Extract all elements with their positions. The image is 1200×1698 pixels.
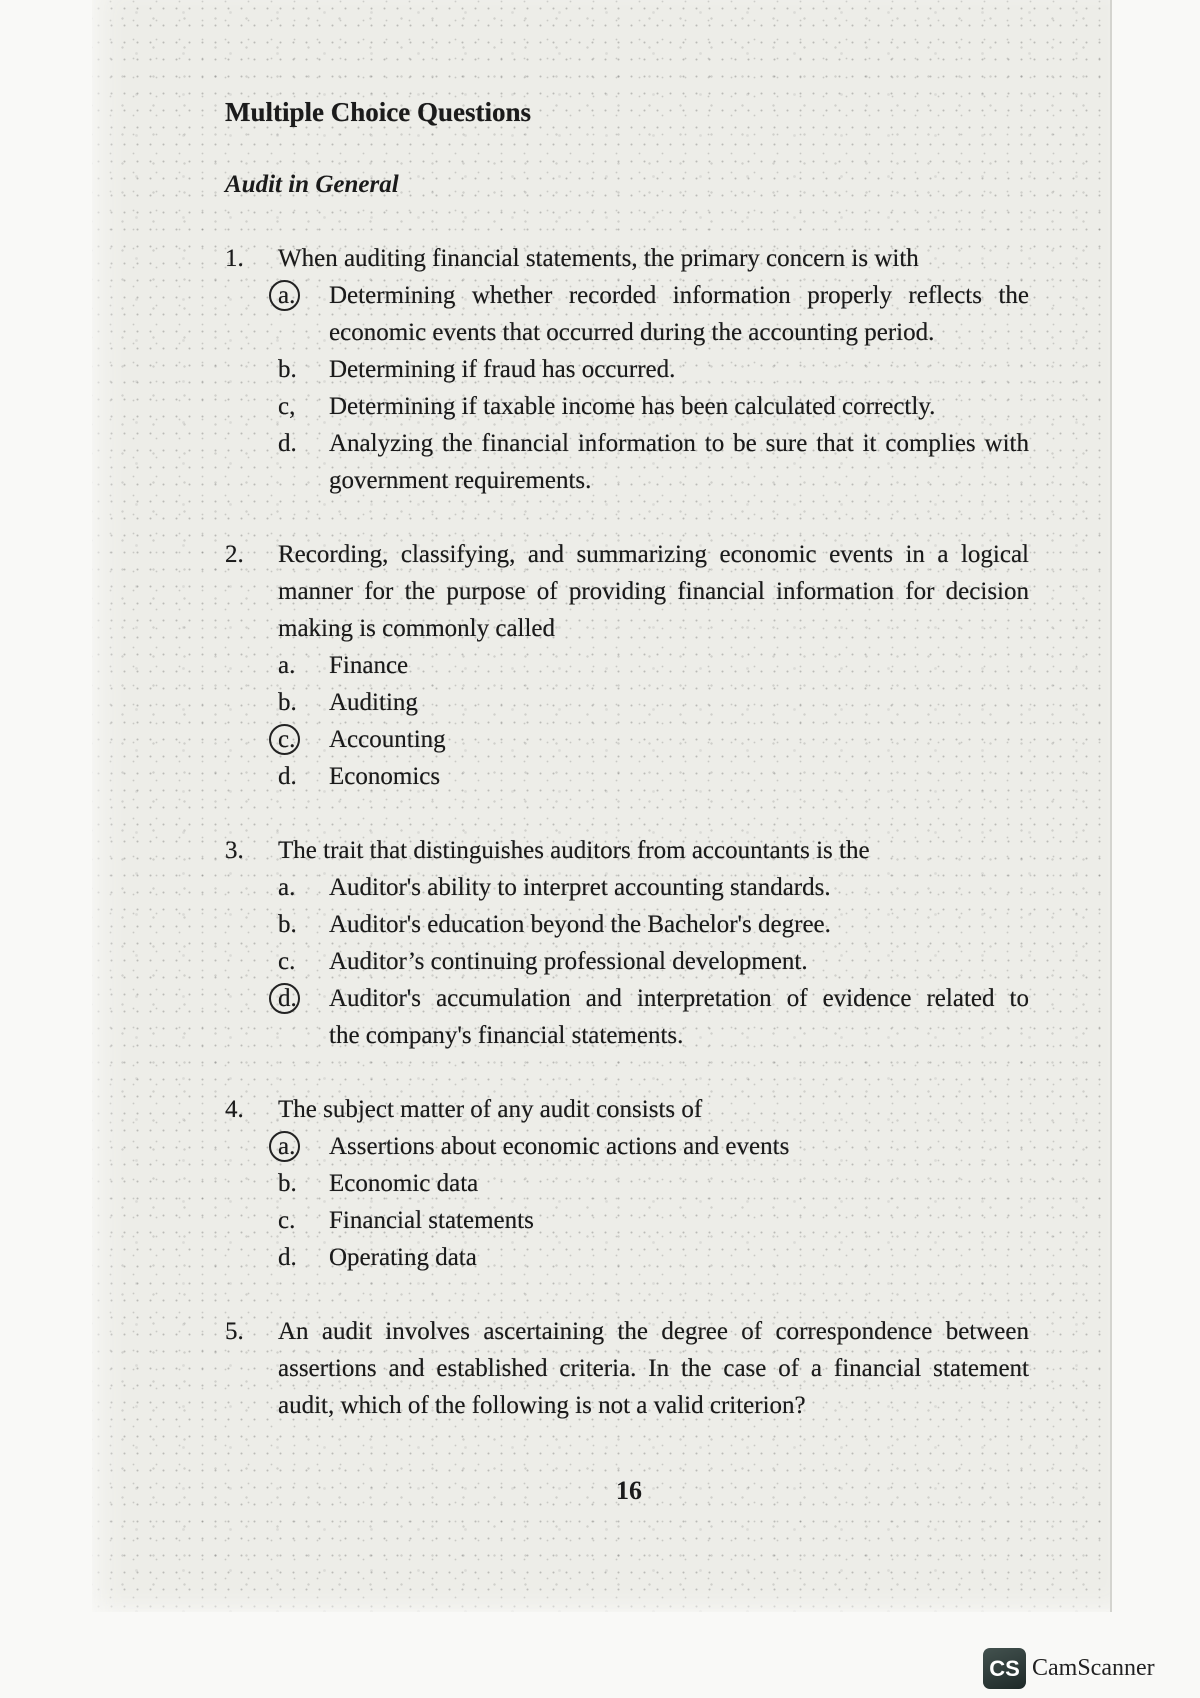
option-letter: a.: [278, 874, 296, 901]
option-a: [278, 647, 1029, 684]
option-label: [278, 425, 329, 499]
option-c: [278, 1202, 1029, 1239]
option-letter: b.: [278, 689, 297, 716]
option-letter: a.: [278, 282, 296, 309]
stem-line: manner for the purpose of providing financial information for decision: [278, 578, 1029, 605]
section-subheading: Audit in General: [225, 171, 399, 198]
option-a: [278, 869, 1029, 906]
answer-circle-mark: [269, 280, 300, 311]
option-b: [278, 351, 1029, 388]
page-number: 16: [616, 1476, 642, 1505]
option-text: [329, 943, 1029, 980]
question-number: 5.: [225, 1318, 244, 1345]
option-letter: c.: [278, 726, 296, 753]
question-stem: [278, 1091, 1029, 1128]
question-body: [278, 1313, 1029, 1424]
option-line: Auditor's education beyond the Bachelor's degree.: [329, 911, 831, 938]
option-line: Operating data: [329, 1244, 477, 1271]
camscanner-logo-icon: CS: [983, 1648, 1026, 1689]
option-line: Determining whether recorded information properly reflects the: [329, 282, 1029, 309]
option-c: [278, 721, 1029, 758]
option-b: [278, 906, 1029, 943]
option-line: Economics: [329, 763, 441, 790]
option-text: [329, 647, 1029, 684]
option-c: [278, 943, 1029, 980]
question-5: [225, 1313, 1029, 1424]
question-4: [225, 1091, 1029, 1276]
answer-circle-mark: [269, 983, 300, 1014]
option-line: Financial statements: [329, 1207, 534, 1234]
option-label: [278, 721, 329, 758]
option-line: government requirements.: [329, 467, 592, 494]
option-label: [278, 758, 329, 795]
option-text: [329, 1239, 1029, 1276]
question-1: [225, 240, 1029, 499]
option-line: Auditor's accumulation and interpretation of evidence related to: [329, 985, 1029, 1012]
option-text: [329, 869, 1029, 906]
stem-line: Recording, classifying, and summarizing economic events in a logical: [278, 541, 1029, 568]
option-letter: d.: [278, 1244, 297, 1271]
option-line: Determining if taxable income has been calculated correctly.: [329, 393, 936, 420]
camscanner-brand-text: CamScanner: [1032, 1655, 1155, 1681]
option-label: [278, 980, 329, 1054]
option-d: [278, 980, 1029, 1054]
option-text: [329, 906, 1029, 943]
option-letter: d.: [278, 430, 297, 457]
option-c: [278, 388, 1029, 425]
option-text: [329, 721, 1029, 758]
question-number: 4.: [225, 1096, 244, 1123]
question-stem: [278, 536, 1029, 647]
option-letter: c,: [278, 393, 296, 420]
option-label: [278, 1202, 329, 1239]
option-label: [278, 647, 329, 684]
question-body: [278, 1091, 1029, 1276]
option-line: Economic data: [329, 1170, 479, 1197]
stem-line: The subject matter of any audit consists of: [278, 1096, 703, 1123]
option-line: Determining if fraud has occurred.: [329, 356, 676, 383]
option-letter: c.: [278, 1207, 296, 1234]
option-line: Accounting: [329, 726, 446, 753]
option-letter: d.: [278, 985, 297, 1012]
option-line: economic events that occurred during the accounting period.: [329, 319, 935, 346]
question-3: [225, 832, 1029, 1054]
option-d: [278, 758, 1029, 795]
option-text: [329, 1128, 1029, 1165]
question-stem: [278, 240, 1029, 277]
option-letter: b.: [278, 1170, 297, 1197]
option-label: [278, 1128, 329, 1165]
option-label: [278, 869, 329, 906]
option-line: Assertions about economic actions and events: [329, 1133, 790, 1160]
stem-line: audit, which of the following is not a valid criterion?: [278, 1392, 806, 1419]
question-list: [225, 240, 1029, 1461]
stem-line: assertions and established criteria. In the case of a financial statement: [278, 1355, 1029, 1382]
option-d: [278, 425, 1029, 499]
option-letter: b.: [278, 911, 297, 938]
option-b: [278, 684, 1029, 721]
question-number: 1.: [225, 245, 244, 272]
stem-line: When auditing financial statements, the primary concern is with: [278, 245, 919, 272]
camscanner-watermark: [983, 1648, 1155, 1689]
option-line: the company's financial statements.: [329, 1022, 684, 1049]
question-number: 3.: [225, 837, 244, 864]
option-text: [329, 1202, 1029, 1239]
option-label: [278, 684, 329, 721]
question-number: 2.: [225, 541, 244, 568]
question-body: [278, 536, 1029, 795]
option-text: [329, 425, 1029, 499]
answer-circle-mark: [269, 724, 300, 755]
option-line: Analyzing the financial information to be sure that it complies with: [329, 430, 1029, 457]
stem-line: making is commonly called: [278, 615, 556, 642]
question-stem: [278, 1313, 1029, 1424]
option-letter: b.: [278, 356, 297, 383]
section-heading: Multiple Choice Questions: [225, 97, 532, 127]
option-letter: c.: [278, 948, 296, 975]
option-a: [278, 1128, 1029, 1165]
option-b: [278, 1165, 1029, 1202]
stem-line: The trait that distinguishes auditors from accountants is the: [278, 837, 870, 864]
option-text: [329, 351, 1029, 388]
option-a: [278, 277, 1029, 351]
question-stem: [278, 832, 1029, 869]
option-text: [329, 1165, 1029, 1202]
option-letter: a.: [278, 652, 296, 679]
option-text: [329, 277, 1029, 351]
question-body: [278, 240, 1029, 499]
option-line: Auditor’s continuing professional development.: [329, 948, 808, 975]
option-label: [278, 351, 329, 388]
question-body: [278, 832, 1029, 1054]
question-2: [225, 536, 1029, 795]
option-text: [329, 388, 1029, 425]
option-letter: d.: [278, 763, 297, 790]
option-line: Finance: [329, 652, 409, 679]
option-label: [278, 1239, 329, 1276]
option-text: [329, 980, 1029, 1054]
option-line: Auditing: [329, 689, 418, 716]
stem-line: An audit involves ascertaining the degree of correspondence between: [278, 1318, 1029, 1345]
option-label: [278, 906, 329, 943]
option-line: Auditor's ability to interpret accounting standards.: [329, 874, 831, 901]
option-label: [278, 277, 329, 351]
option-label: [278, 1165, 329, 1202]
option-label: [278, 943, 329, 980]
answer-circle-mark: [269, 1131, 300, 1162]
option-label: [278, 388, 329, 425]
option-text: [329, 758, 1029, 795]
option-letter: a.: [278, 1133, 296, 1160]
option-text: [329, 684, 1029, 721]
option-d: [278, 1239, 1029, 1276]
